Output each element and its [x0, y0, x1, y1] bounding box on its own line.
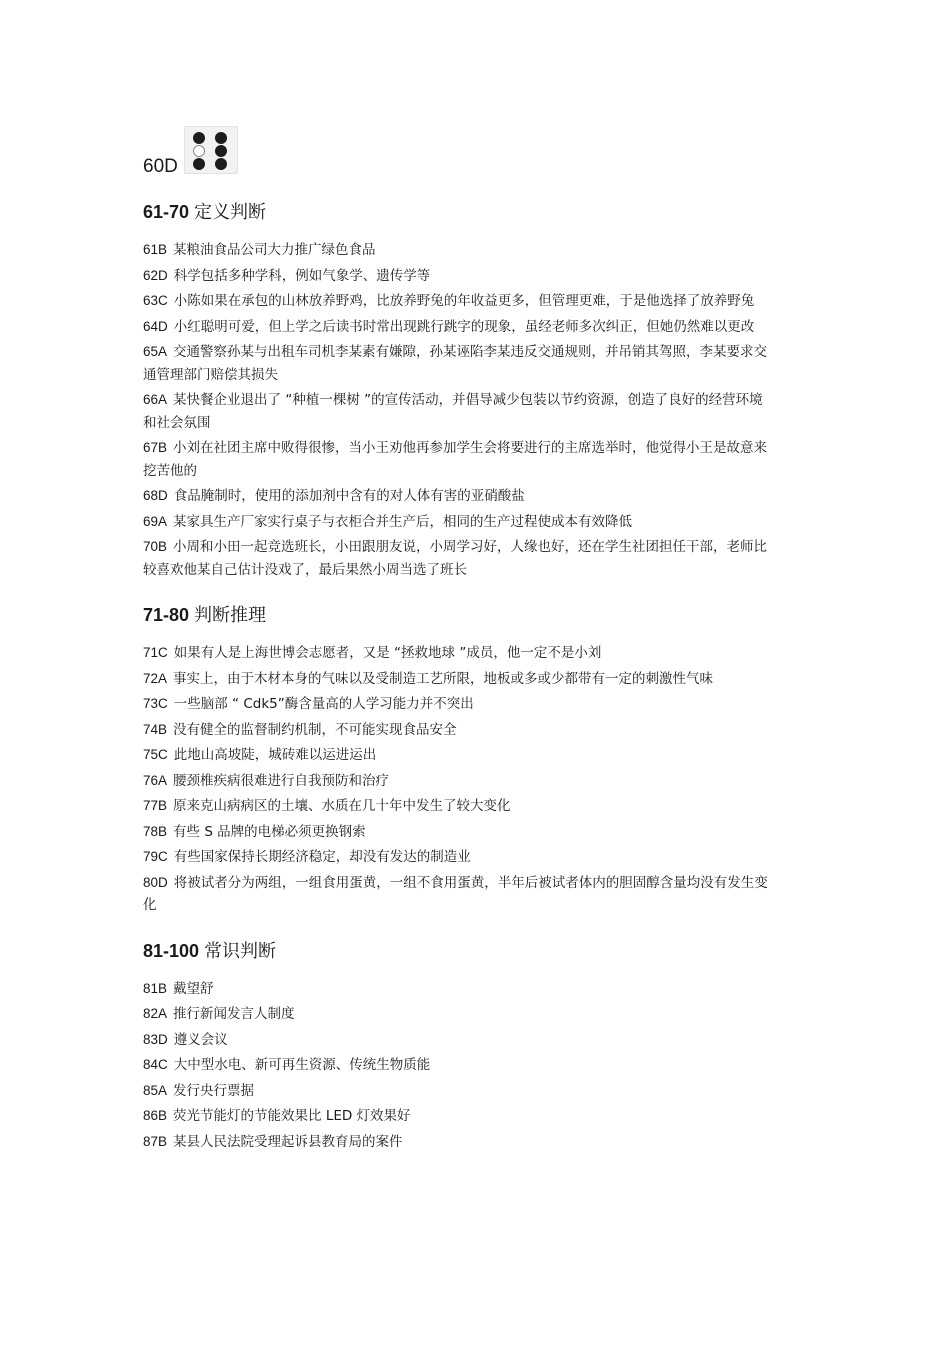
- answer-number: 72A: [143, 670, 168, 686]
- answer-item: [143, 485, 773, 508]
- answer-text: 某家具生产厂家实行桌子与衣柜合并生产后，相同的生产过程使成本有效降低: [173, 513, 633, 530]
- answer-item: [143, 389, 773, 434]
- section-heading: [143, 200, 773, 225]
- answer-item: [143, 978, 773, 1001]
- answer-text: 将被试者分为两组，一组食用蛋黄，一组不食用蛋黄，半年后被试者体内的胆固醇含量均没有发生变化: [143, 874, 768, 913]
- answer-item: [143, 511, 773, 534]
- answer-text: 戴望舒: [173, 980, 214, 997]
- answer-number: 61B: [143, 242, 168, 257]
- answer-item: [143, 846, 773, 869]
- answer-item: [143, 1003, 773, 1026]
- answer-item: [143, 693, 773, 716]
- answer-text: 科学包括多种学科，例如气象学、遗传学等: [173, 267, 431, 284]
- answer-number: 74B: [143, 721, 168, 737]
- answer-text: 大中型水电、新可再生资源、传统生物质能: [173, 1057, 431, 1073]
- answer-number: 73C: [143, 696, 168, 711]
- answer-text: 没有健全的监督制约机制，不可能实现食品安全: [173, 721, 457, 738]
- answer-number: 66A: [143, 392, 168, 407]
- answer-number: 83D: [143, 1031, 168, 1047]
- answer-item: [143, 536, 773, 581]
- section-title: 常识判断: [204, 940, 277, 962]
- answer-number: 87B: [143, 1133, 168, 1149]
- answer-text: 某粮油食品公司大力推广绿色食品: [173, 242, 376, 258]
- answer-text: 某快餐企业退出了 “种植一棵树 ”的宣传活动，并倡导减少包装以节约资源，创造了良好的经营环境和社会氛围: [143, 392, 763, 431]
- answer-number: 85A: [143, 1082, 168, 1098]
- section-heading: [143, 939, 773, 964]
- answer-text: 小刘在社团主席中败得很惨，当小王劝他再参加学生会将要进行的主席选举时，他觉得小王是故意来挖苦他的: [143, 440, 768, 479]
- answer-text: 小陈如果在承包的山林放养野鸡，比放养野兔的年收益更多，但管理更难，于是他选择了放养野兔: [173, 293, 755, 309]
- answer-item: [143, 239, 773, 262]
- answer-text: 有些 S 品牌的电梯必须更换钢索: [173, 823, 366, 840]
- section-heading: [143, 603, 773, 628]
- answer-item: [143, 1131, 773, 1154]
- answer-number: 68D: [143, 488, 168, 503]
- answer-60: [143, 128, 773, 178]
- answer-number: 82A: [143, 1006, 168, 1021]
- answer-number: 75C: [143, 747, 168, 762]
- answer-number: 64D: [143, 318, 168, 334]
- section-range: 61-70: [143, 202, 190, 222]
- answer-text: 小周和小田一起竞选班长，小田跟朋友说，小周学习好，人缘也好，还在学生社团担任干部，老师比较喜欢他某自己估计没戏了，最后果然小周当选了班长: [143, 539, 768, 578]
- section-title: 定义判断: [194, 202, 267, 223]
- answer-item: [143, 770, 773, 793]
- section-range: 71-80: [143, 605, 190, 625]
- answer-number: 70B: [143, 539, 168, 554]
- answer-text: 有些国家保持长期经济稳定，却没有发达的制造业: [173, 849, 471, 865]
- answer-text: 事实上，由于木材本身的气味以及受制造工艺所限，地板或多或少都带有一定的刺激性气味: [173, 670, 714, 687]
- section-title: 判断推理: [194, 605, 267, 626]
- answer-item: [143, 821, 773, 844]
- answer-item: [143, 316, 773, 339]
- answer-item: [143, 341, 773, 386]
- answer-item: [143, 872, 773, 917]
- answer-number: 81B: [143, 980, 168, 996]
- answer-item: [143, 642, 773, 665]
- answer-text: 一些脑部 “ Cdk5”酶含量高的人学习能力并不突出: [173, 696, 474, 712]
- answer-number: 80D: [143, 874, 168, 890]
- answer-text: 荧光节能灯的节能效果比 LED 灯效果好: [173, 1108, 411, 1124]
- answer-item: [143, 795, 773, 818]
- answer-sections: [143, 200, 773, 1153]
- answer-item: [143, 1054, 773, 1077]
- answer-number: 76A: [143, 772, 168, 788]
- answer-item: [143, 1105, 773, 1128]
- answer-item: [143, 265, 773, 288]
- answer-item: [143, 744, 773, 767]
- document-page: [143, 128, 773, 1156]
- answer-text: 交通警察孙某与出租车司机李某素有嫌隙，孙某诬陷李某违反交通规则，并吊销其驾照，李某要求交通管理部门赔偿其损失: [143, 344, 768, 383]
- answer-text: 发行央行票据: [173, 1082, 255, 1099]
- answer-number: 67B: [143, 440, 168, 455]
- answer-text: 某县人民法院受理起诉县教育局的案件: [173, 1133, 403, 1150]
- answer-text: 推行新闻发言人制度: [173, 1006, 295, 1022]
- answer-number: 69A: [143, 513, 168, 529]
- section-range: 81-100: [143, 940, 200, 961]
- answer-text: 食品腌制时，使用的添加剂中含有的对人体有害的亚硝酸盐: [173, 488, 525, 504]
- answer-text: 腰颈椎疾病很难进行自我预防和治疗: [173, 772, 390, 789]
- answer-number: 79C: [143, 849, 168, 864]
- answer-number: 78B: [143, 823, 168, 839]
- answer-number: 71C: [143, 645, 168, 660]
- answer-number: 65A: [143, 344, 168, 359]
- answer-item: [143, 668, 773, 691]
- answer-item: [143, 290, 773, 313]
- answer-text: 此地山高坡陡，城砖难以运进运出: [173, 747, 377, 763]
- dot-pattern-figure: [184, 126, 238, 174]
- answer-text: 如果有人是上海世博会志愿者，又是 “拯救地球 ”成员，他一定不是小刘: [173, 645, 602, 661]
- answer-item: [143, 437, 773, 482]
- answer-number: 84C: [143, 1057, 168, 1072]
- answer-item: [143, 719, 773, 742]
- answer-item: [143, 1029, 773, 1052]
- answer-text: 小红聪明可爱，但上学之后读书时常出现跳行跳字的现象，虽经老师多次纠正，但她仍然难以更改: [173, 318, 755, 335]
- answer-60-label: 60D: [143, 156, 178, 177]
- answer-number: 63C: [143, 293, 168, 308]
- answer-number: 62D: [143, 267, 168, 283]
- answer-number: 86B: [143, 1108, 168, 1123]
- answer-number: 77B: [143, 798, 168, 813]
- answer-text: 遵义会议: [173, 1031, 228, 1048]
- answer-item: [143, 1080, 773, 1103]
- answer-text: 原来克山病病区的土壤、水质在几十年中发生了较大变化: [173, 798, 511, 814]
